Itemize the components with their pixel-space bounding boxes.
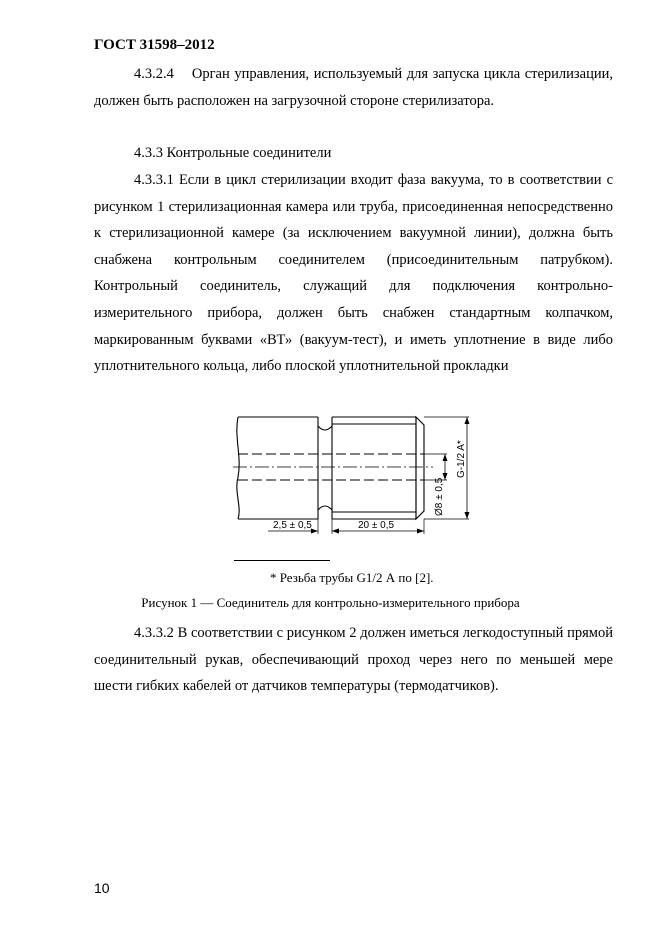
footnote-separator [234, 560, 330, 561]
dim-thread-label: G-1/2 A* [456, 440, 467, 478]
thread-chamfer [416, 417, 424, 519]
clause-text: Орган управления, используемый для запуска цикла стерилизации, должен быть расположен на загрузочной стороне стерилизатора. [94, 66, 613, 109]
footnote: * Резьба трубы G1/2 А по [2]. [270, 570, 434, 585]
section-heading-4-3-3: 4.3.3 Контрольные соединители [134, 145, 332, 161]
figure-caption: Рисунок 1 — Соединитель для контрольно-измерительного прибора [141, 595, 520, 610]
connector-drawing [233, 412, 493, 537]
paragraph-4-3-3-1: 4.3.3.1 Если в цикл стерилизации входит фаза вакуума, то в соответствии с рисунком 1 стерилизационная камера или труба, присоединенная непосредственно к стерилизационной камере (за исключением вакуумной линии), должна быть снабжена контрольным соединителем (присоединительным патрубком). Контрольный соединитель, служащий для подключения контрольно-измерительного прибора, должен быть снабжен стандартным колпачком, маркированным буквами «ВТ» (вакуум-тест), и иметь уплотнение в виде либо уплотнительного кольца, либо плоской уплотнительной прокладки [94, 172, 613, 375]
dim-thread-len-label: 20 ± 0,5 [358, 520, 395, 531]
clause-number: 4.3.2.4 [134, 66, 174, 82]
dim-diameter-label: Ø8 ± 0,5 [434, 477, 445, 516]
pipe-break-line [237, 417, 239, 519]
page-number: 10 [94, 880, 110, 896]
paragraph-4-3-2-4 [94, 61, 613, 114]
paragraph-4-3-3-2: 4.3.3.2 В соответствии с рисунком 2 должен иметься легкодоступный прямой соединительный рукав, обеспечивающий проход через него по меньшей мере шести гибких кабелей от датчиков температуры (термодатчиков). [94, 625, 613, 695]
groove-top [318, 417, 332, 430]
document-header: ГОСТ 31598–2012 [94, 37, 215, 53]
dim-groove-label: 2,5 ± 0,5 [273, 520, 312, 531]
groove-bottom [318, 506, 332, 519]
